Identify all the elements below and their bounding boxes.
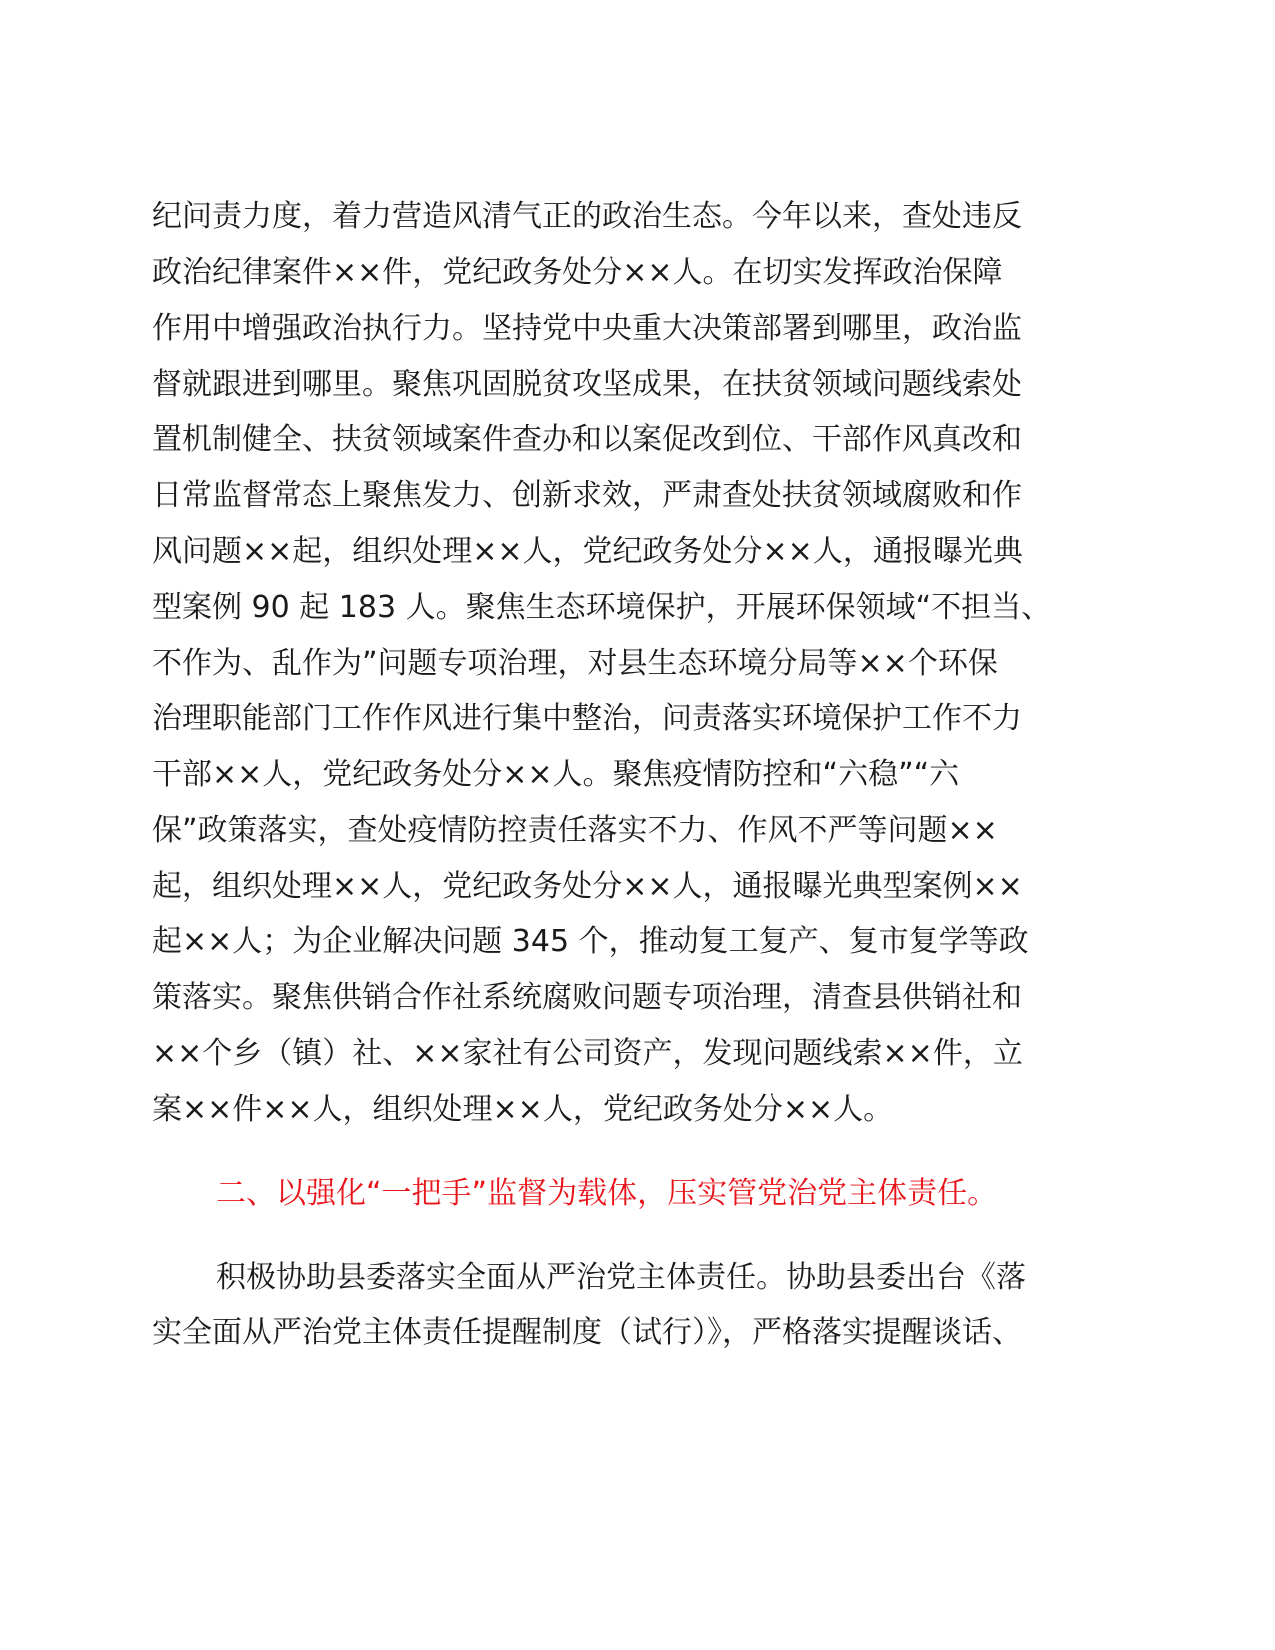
paragraph-line: 起，组织处理××人，党纪政务处分××人，通报曝光典型案例××	[152, 869, 1023, 904]
paragraph-line: 干部××人，党纪政务处分××人。聚焦疫情防控和“六稳”“六	[152, 757, 960, 792]
paragraph-line: 保”政策落实，查处疫情防控责任落实不力、作风不严等问题××	[152, 813, 998, 848]
paragraph-line: 不作为、乱作为”问题专项治理，对县生态环境分局等××个环保	[152, 646, 998, 681]
paragraph-line: 置机制健全、扶贫领域案件查办和以案促改到位、干部作风真改和	[152, 422, 1022, 457]
section-heading: 二、以强化“一把手”监督为载体，压实管党治党主体责任。	[216, 1176, 998, 1211]
paragraph-line: 策落实。聚焦供销合作社系统腐败问题专项治理，清查县供销社和	[152, 980, 1022, 1015]
paragraph-line: 起××人；为企业解决问题 345 个，推动复工复产、复市复学等政	[152, 924, 1029, 959]
paragraph-line: 督就跟进到哪里。聚焦巩固脱贫攻坚成果，在扶贫领域问题线索处	[152, 367, 1022, 402]
paragraph-line: 日常监督常态上聚焦发力、创新求效，严肃查处扶贫领域腐败和作	[152, 478, 1022, 513]
paragraph-line: 风问题××起，组织处理××人，党纪政务处分××人，通报曝光典	[152, 534, 1023, 569]
paragraph-line: 案××件××人，组织处理××人，党纪政务处分××人。	[152, 1092, 894, 1127]
paragraph-line: 政治纪律案件××件，党纪政务处分××人。在切实发挥政治保障	[152, 255, 1003, 290]
paragraph-line: 作用中增强政治执行力。坚持党中央重大决策部署到哪里，政治监	[152, 311, 1022, 346]
paragraph-line: 实全面从严治党主体责任提醒制度（试行）》，严格落实提醒谈话、	[152, 1315, 1022, 1350]
paragraph-line: 型案例 90 起 183 人。聚焦生态环境保护，开展环保领域“不担当、	[152, 590, 1052, 625]
paragraph-line: 积极协助县委落实全面从严治党主体责任。协助县委出台《落	[216, 1260, 1026, 1295]
paragraph-line: ××个乡（镇）社、××家社有公司资产，发现问题线索××件，立	[152, 1036, 1023, 1071]
paragraph-line: 治理职能部门工作作风进行集中整治，问责落实环境保护工作不力	[152, 701, 1022, 736]
paragraph-line: 纪问责力度，着力营造风清气正的政治生态。今年以来，查处违反	[152, 199, 1022, 234]
